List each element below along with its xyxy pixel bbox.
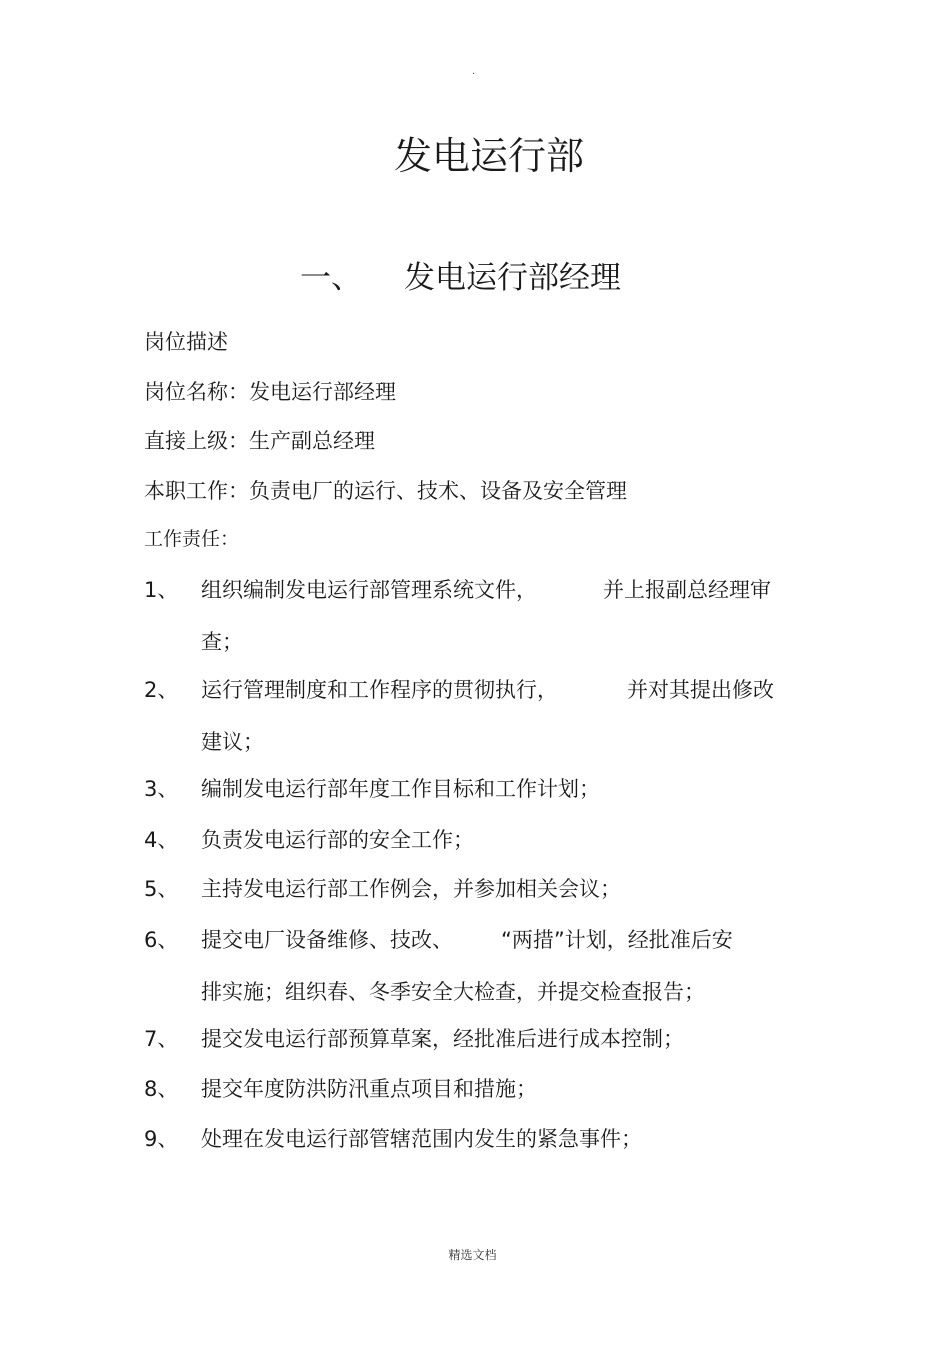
duty-text-wrap: 排实施；组织春、冬季安全大检查，并提交检查报告； — [201, 980, 705, 1004]
duty-text: 编制发电运行部年度工作目标和工作计划； — [201, 777, 600, 801]
duty-index: 9、 — [144, 1127, 179, 1151]
section-heading — [300, 256, 621, 300]
main-work: 本职工作：负责电厂的运行、技术、设备及安全管理 — [144, 479, 627, 503]
duty-index: 8、 — [144, 1077, 179, 1101]
duty-index: 4、 — [144, 828, 179, 852]
duty-text: 处理在发电运行部管辖范围内发生的紧急事件； — [201, 1127, 642, 1151]
duty-index: 1、 — [144, 578, 179, 602]
duty-index: 6、 — [144, 928, 179, 952]
duty-text-continued: 并对其提出修改 — [627, 678, 774, 702]
duty-text: 组织编制发电运行部管理系统文件， — [201, 578, 537, 602]
position-description-label: 岗位描述 — [144, 330, 228, 354]
duty-text: 提交电厂设备维修、技改、 — [201, 928, 453, 952]
duty-text-wrap: 查； — [201, 630, 243, 654]
duty-text: 主持发电运行部工作例会，并参加相关会议； — [201, 877, 621, 901]
direct-superior: 直接上级：生产副总经理 — [144, 429, 375, 453]
duty-text: 提交发电运行部预算草案，经批准后进行成本控制； — [201, 1027, 684, 1051]
footer-label: 精选文档 — [448, 1248, 497, 1262]
document-title: 发电运行部 — [393, 134, 584, 178]
position-name: 岗位名称：发电运行部经理 — [144, 380, 396, 404]
duty-text-continued: “两措”计划，经批准后安 — [501, 928, 733, 952]
duties-heading: 工作责任： — [144, 528, 240, 550]
duty-index: 2、 — [144, 678, 179, 702]
duty-index: 5、 — [144, 877, 179, 901]
top-mark: · — [472, 69, 476, 80]
section-title: 发电运行部经理 — [404, 260, 621, 296]
duty-text: 运行管理制度和工作程序的贯彻执行， — [201, 678, 558, 702]
duty-index: 7、 — [144, 1027, 179, 1051]
section-number: 一、 — [300, 260, 362, 296]
duty-text-wrap: 建议； — [201, 730, 264, 754]
duty-text: 负责发电运行部的安全工作； — [201, 828, 474, 852]
duty-text: 提交年度防洪防汛重点项目和措施； — [201, 1077, 537, 1101]
duty-text-continued: 并上报副总经理审 — [603, 578, 771, 602]
duty-index: 3、 — [144, 777, 179, 801]
